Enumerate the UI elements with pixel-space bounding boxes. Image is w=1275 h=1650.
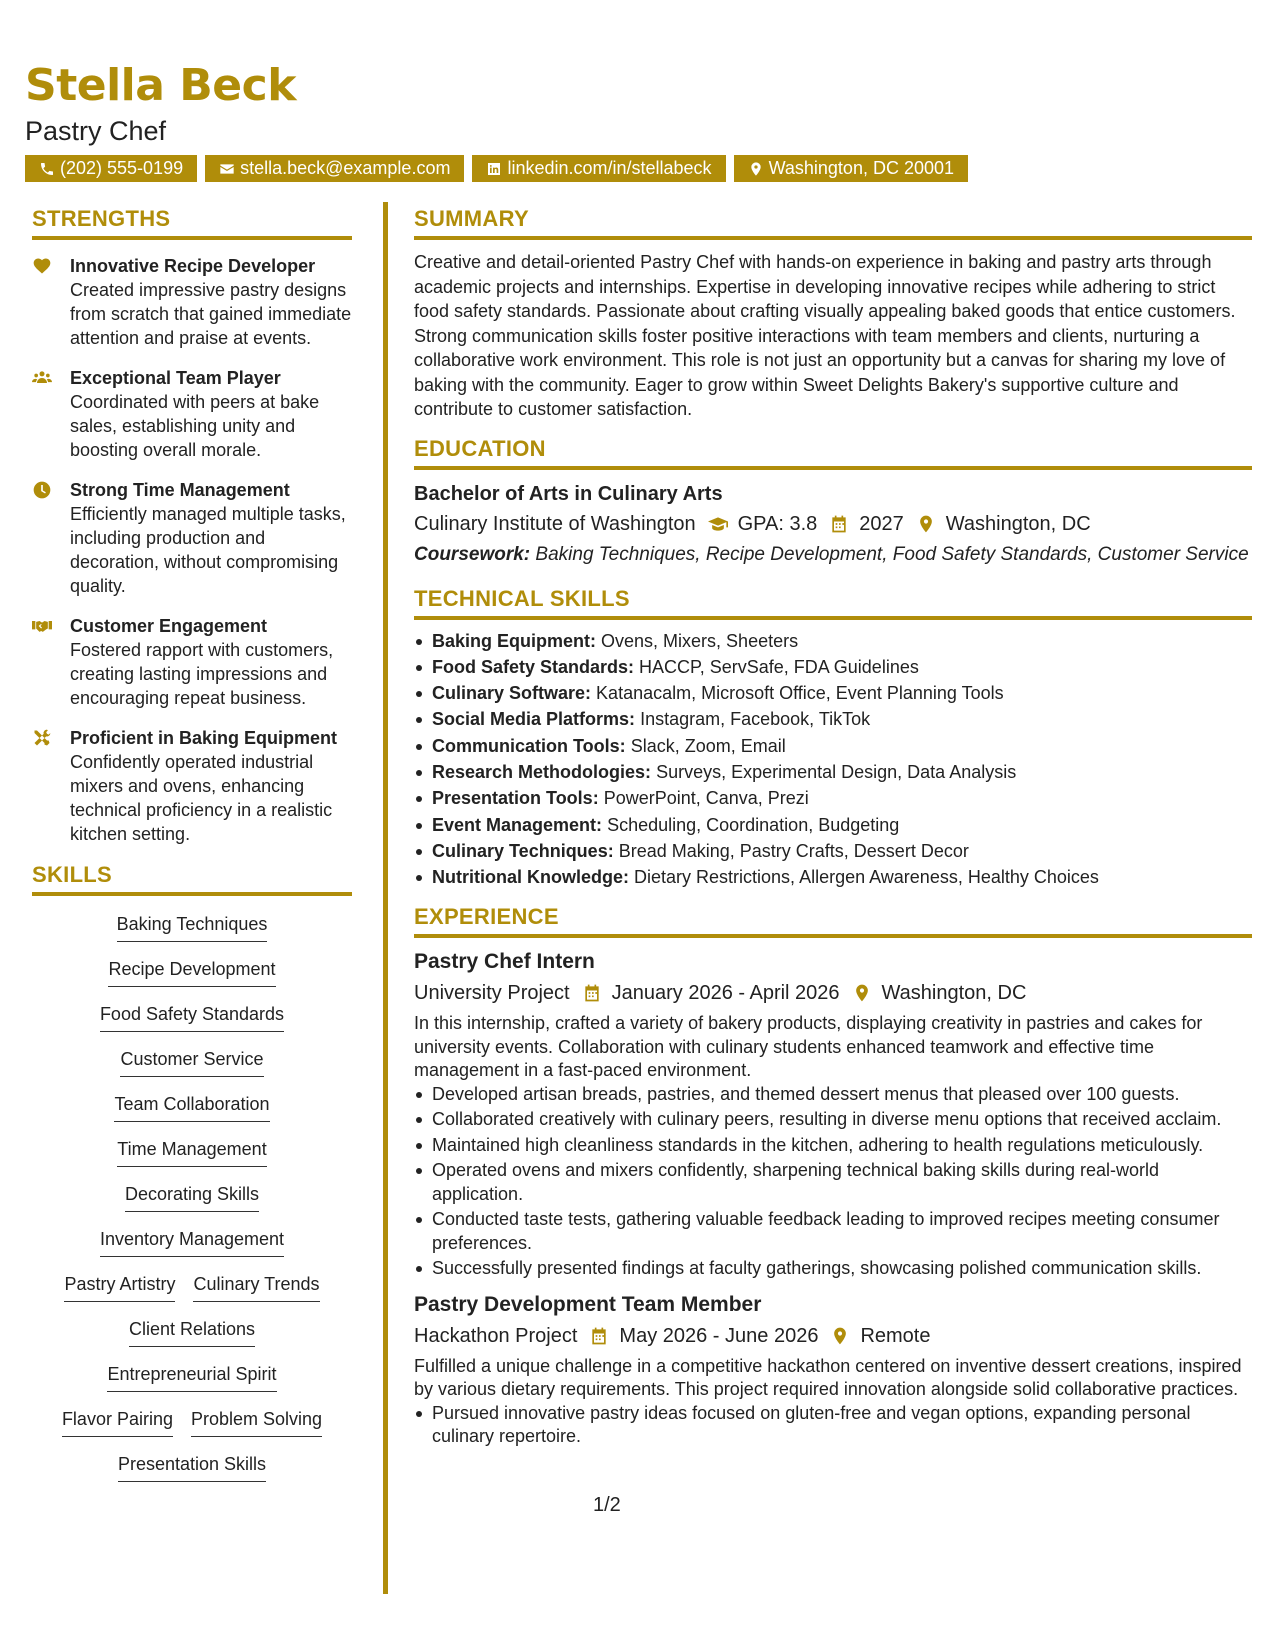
skill-tag: Baking Techniques	[117, 912, 268, 942]
list-item: Baking Equipment: Ovens, Mixers, Sheeters	[414, 628, 1252, 654]
contact-bar	[25, 155, 1255, 182]
strength-title: Exceptional Team Player	[70, 368, 281, 388]
tools-icon	[32, 728, 52, 748]
list-item: Collaborated creatively with culinary peers, resulting in diverse menu options that received acclaim.	[414, 1108, 1252, 1132]
skill-tag: Presentation Skills	[118, 1452, 266, 1482]
strength-item	[32, 478, 352, 598]
list-item: Event Management: Scheduling, Coordination, Budgeting	[414, 812, 1252, 838]
list-item: Research Methodologies: Surveys, Experimental Design, Data Analysis	[414, 759, 1252, 785]
job-bullets	[414, 1083, 1252, 1281]
column-divider	[383, 202, 388, 1594]
education-heading: EDUCATION	[414, 436, 1252, 470]
degree-title: Bachelor of Arts in Culinary Arts	[414, 482, 723, 505]
map-pin-icon	[830, 1326, 850, 1346]
strength-desc: Coordinated with peers at bake sales, establishing unity and boosting overall morale.	[70, 392, 320, 460]
list-item: Food Safety Standards: HACCP, ServSafe, FDA Guidelines	[414, 654, 1252, 680]
envelope-icon	[219, 161, 235, 177]
skill-tag: Flavor Pairing	[62, 1407, 173, 1437]
job-title: Pastry Chef Intern	[414, 950, 595, 974]
coursework-label: Coursework:	[414, 543, 531, 565]
map-pin-icon	[916, 514, 936, 534]
resume-header	[25, 58, 1255, 182]
school-name: Culinary Institute of Washington	[414, 512, 696, 535]
candidate-role: Pastry Chef	[25, 116, 167, 146]
candidate-name: Stella Beck	[25, 60, 296, 111]
email-text: stella.beck@example.com	[240, 158, 451, 178]
technical-skills-heading: TECHNICAL SKILLS	[414, 586, 1252, 620]
list-item: Maintained high cleanliness standards in the kitchen, adhering to health regulations meticulously.	[414, 1134, 1252, 1158]
job-entry	[414, 1291, 1252, 1449]
strength-title: Innovative Recipe Developer	[70, 256, 316, 276]
job-meta	[414, 978, 1252, 1008]
strength-desc: Fostered rapport with customers, creating lasting impressions and encouraging repeat business.	[70, 640, 334, 708]
job-location: Washington, DC	[881, 982, 1027, 1005]
list-item: Nutritional Knowledge: Dietary Restrictions, Allergen Awareness, Healthy Choices	[414, 864, 1252, 890]
list-item: Operated ovens and mixers confidently, sharpening technical baking skills during real-world application.	[414, 1159, 1252, 1206]
handshake-icon	[32, 616, 52, 636]
users-icon	[32, 368, 52, 388]
linkedin-icon	[486, 161, 502, 177]
list-item: Social Media Platforms: Instagram, Facebook, TikTok	[414, 706, 1252, 732]
skill-tag: Client Relations	[129, 1317, 255, 1347]
phone-text: (202) 555-0199	[60, 158, 184, 178]
right-column	[414, 206, 1252, 1451]
gpa-text: GPA: 3.8	[737, 512, 818, 535]
strengths-list	[32, 254, 352, 846]
left-column	[32, 206, 352, 1497]
job-bullets	[414, 1402, 1252, 1449]
list-item: Successfully presented findings at faculty gatherings, showcasing polished communication skills.	[414, 1257, 1252, 1281]
strength-desc: Created impressive pastry designs from scratch that gained immediate attention and praise at events.	[70, 280, 352, 348]
job-location: Remote	[860, 1324, 931, 1347]
skill-tag: Customer Service	[120, 1047, 263, 1077]
summary-heading: SUMMARY	[414, 206, 1252, 240]
map-pin-icon	[748, 161, 764, 177]
strength-item	[32, 366, 352, 462]
skill-tag: Pastry Artistry	[64, 1272, 175, 1302]
skill-tag: Recipe Development	[108, 957, 275, 987]
list-item: Culinary Techniques: Bread Making, Pastry Crafts, Dessert Decor	[414, 838, 1252, 864]
job-org: Hackathon Project	[414, 1324, 578, 1347]
coursework-list: Baking Techniques, Recipe Development, Food Safety Standards, Customer Service	[535, 543, 1249, 565]
strength-title: Proficient in Baking Equipment	[70, 728, 338, 748]
skill-tag: Entrepreneurial Spirit	[107, 1362, 276, 1392]
job-description: In this internship, crafted a variety of bakery products, displaying creativity in pastries and cakes for university events. Collaboration with culinary students enhanced teamwork and effective time management in a fast-paced environment.	[414, 1013, 1203, 1081]
calendar-icon	[589, 1326, 609, 1346]
location-chip	[734, 155, 968, 182]
email-chip[interactable]	[205, 155, 464, 182]
strength-title: Strong Time Management	[70, 480, 290, 500]
skill-tag: Time Management	[117, 1137, 266, 1167]
strength-item	[32, 726, 352, 846]
calendar-icon	[829, 514, 849, 534]
job-org: University Project	[414, 982, 570, 1005]
strengths-heading: STRENGTHS	[32, 206, 352, 240]
skill-tag: Team Collaboration	[114, 1092, 269, 1122]
job-title: Pastry Development Team Member	[414, 1292, 762, 1316]
list-item: Conducted taste tests, gathering valuable feedback leading to improved recipes meeting consumer preferences.	[414, 1208, 1252, 1255]
technical-skills-list	[414, 628, 1252, 891]
list-item: Communication Tools: Slack, Zoom, Email	[414, 733, 1252, 759]
skills-list	[32, 912, 352, 1497]
strength-desc: Confidently operated industrial mixers and ovens, enhancing technical proficiency in a realistic kitchen setting.	[70, 752, 333, 844]
coursework	[414, 543, 1252, 567]
skill-tag: Culinary Trends	[193, 1272, 319, 1302]
location-text: Washington, DC 20001	[768, 158, 955, 178]
list-item: Culinary Software: Katanacalm, Microsoft Office, Event Planning Tools	[414, 680, 1252, 706]
job-dates: May 2026 - June 2026	[619, 1324, 819, 1347]
strength-title: Customer Engagement	[70, 616, 268, 636]
skills-heading: SKILLS	[32, 862, 352, 896]
skill-tag: Decorating Skills	[125, 1182, 259, 1212]
page-number: 1/2	[593, 1494, 621, 1516]
strength-item	[32, 254, 352, 350]
clock-icon	[32, 480, 52, 500]
phone-chip[interactable]	[25, 155, 197, 182]
strength-desc: Efficiently managed multiple tasks, including production and decoration, without compromising quality.	[70, 504, 346, 596]
list-item: Developed artisan breads, pastries, and themed dessert menus that pleased over 100 guests.	[414, 1083, 1252, 1107]
phone-icon	[39, 161, 55, 177]
job-dates: January 2026 - April 2026	[611, 982, 840, 1005]
heart-icon	[32, 256, 52, 276]
education-meta	[414, 509, 1252, 539]
job-entry	[414, 948, 1252, 1281]
list-item: Presentation Tools: PowerPoint, Canva, Prezi	[414, 785, 1252, 811]
strength-item	[32, 614, 352, 710]
calendar-icon	[582, 983, 602, 1003]
graduation-cap-icon	[708, 514, 728, 534]
list-item: Pursued innovative pastry ideas focused on gluten-free and vegan options, expanding personal culinary repertoire.	[414, 1402, 1252, 1449]
graduation-year: 2027	[859, 512, 904, 535]
map-pin-icon	[852, 983, 872, 1003]
experience-heading: EXPERIENCE	[414, 904, 1252, 938]
skill-tag: Problem Solving	[191, 1407, 322, 1437]
education-location: Washington, DC	[945, 512, 1091, 535]
linkedin-text: linkedin.com/in/stellabeck	[507, 158, 712, 178]
job-description: Fulfilled a unique challenge in a competitive hackathon centered on inventive dessert creations, inspired by various dietary requirements. This project required innovation alongside solid collaborative practices.	[414, 1355, 1242, 1400]
summary-text: Creative and detail-oriented Pastry Chef with hands-on experience in baking and pastry arts through academic projects and internships. Expertise in developing innovative recipes while adhering to strict food safety standards. Passionate about crafting visually appealing baked goods that entice customers. Strong communication skills foster positive interactions with team members and clients, nurturing a collaborative work environment. This role is not just an opportunity but a canvas for sharing my love of baking with the community. Eager to grow within Sweet Delights Bakery's supportive culture and contribute to customer satisfaction.	[414, 252, 1236, 419]
skill-tag: Inventory Management	[100, 1227, 284, 1257]
skill-tag: Food Safety Standards	[100, 1002, 284, 1032]
job-meta	[414, 1321, 1252, 1351]
linkedin-chip[interactable]	[472, 155, 725, 182]
